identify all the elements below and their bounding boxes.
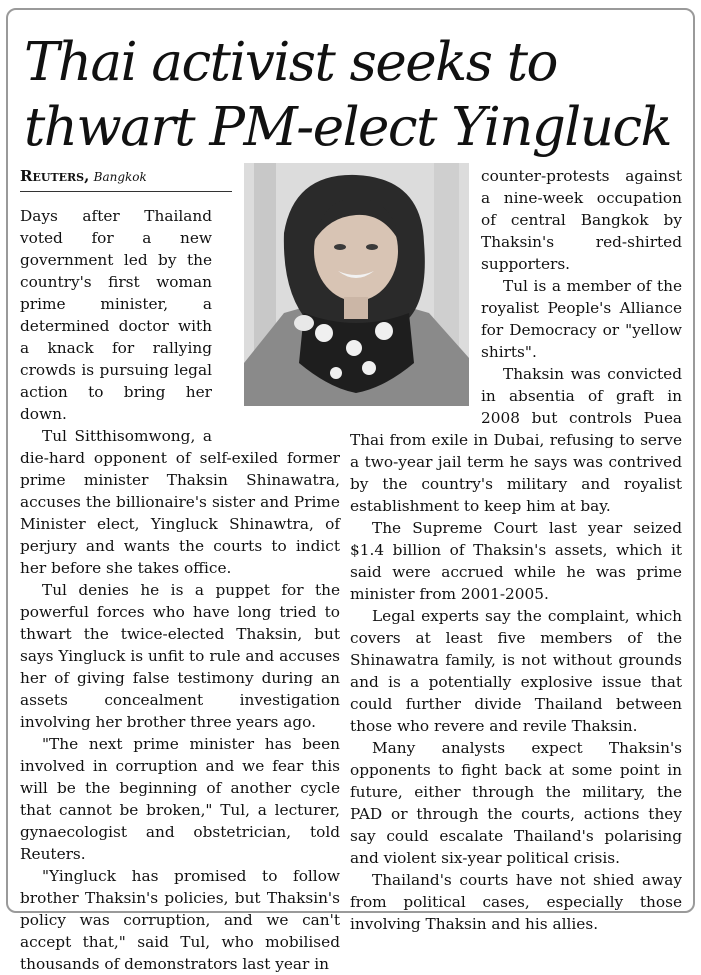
article-paragraph: Legal experts say the complaint, which covers at least five members of the Shinawatra family, is not without grounds and is a potentially explosive issue that could further divide Thailand between those who revere and revile Thaksin. bbox=[350, 607, 682, 735]
headline bbox=[24, 30, 671, 160]
byline-city: Bangkok bbox=[93, 170, 147, 184]
article-paragraph: Many analysts expect Thaksin's opponents to fight back at some point in future, either through the military, the PAD or through the courts, actions they say could escalate Thailand's polarising and violent six-year political crisis. bbox=[350, 739, 682, 867]
newspaper-clipping bbox=[6, 8, 695, 973]
article-paragraph: Tul is a member of the royalist People's Alliance for Democracy or "yellow shirts". bbox=[481, 277, 682, 361]
headline-line-1: Thai activist seeks to bbox=[24, 32, 557, 93]
article-paragraph: "The next prime minister has been involved in corruption and we fear this will be the beginning of another cycle that cannot be broken," Tul, a lecturer, gynaecologist and obstetrician, told Reuters. bbox=[20, 735, 340, 863]
article-paragraph: The Supreme Court last year seized $1.4 billion of Thaksin's assets, which it said were accrued while he was prime minister from 2001-2005. bbox=[350, 519, 682, 603]
article-paragraph: "Yingluck has promised to follow brother Thaksin's policies, but Thaksin's policy was corruption, and we can't accept that," said Tul, who mobilised thousands of demonstrators last year in bbox=[20, 867, 340, 973]
byline-agency: Reuters, bbox=[20, 167, 90, 185]
article-paragraph: Thailand's courts have not shied away from political cases, especially those involving Thaksin and his allies. bbox=[350, 871, 682, 933]
article-paragraph: Thaksin was convicted in absentia of graft in 2008 but controls Puea Thai from exile in Dubai, refusing to serve a two-year jail term he says was contrived by the country's military and royalist establishment to keep him at bay. bbox=[350, 365, 682, 515]
article-paragraph: Days after Thailand voted for a new government led by the country's first woman prime minister, a determined doctor with a knack for rallying crowds is pursuing legal action to bring her down. bbox=[20, 207, 212, 423]
byline bbox=[20, 167, 232, 192]
article-paragraph: counter-protests against a nine-week occupation of central Bangkok by Thaksin's red-shirted supporters. bbox=[481, 167, 682, 273]
article-column-right bbox=[350, 165, 682, 933]
article-paragraph: Tul denies he is a puppet for the powerful forces who have long tried to thwart the twice-elected Thaksin, but says Yingluck is unfit to rule and accuses her of giving false testimony during an assets concealment investigation involving her brother three years ago. bbox=[20, 581, 340, 731]
article-column-left bbox=[20, 205, 340, 973]
article-paragraph: Tul Sitthisomwong, a die-hard opponent of self-exiled former prime minister Thaksin Shinawatra, accuses the billionaire's sister and Prime Minister elect, Yingluck Shinawtra, of perjury and wants the courts to indict her before she takes office. bbox=[20, 427, 340, 577]
headline-line-2: thwart PM-elect Yingluck bbox=[24, 97, 672, 158]
